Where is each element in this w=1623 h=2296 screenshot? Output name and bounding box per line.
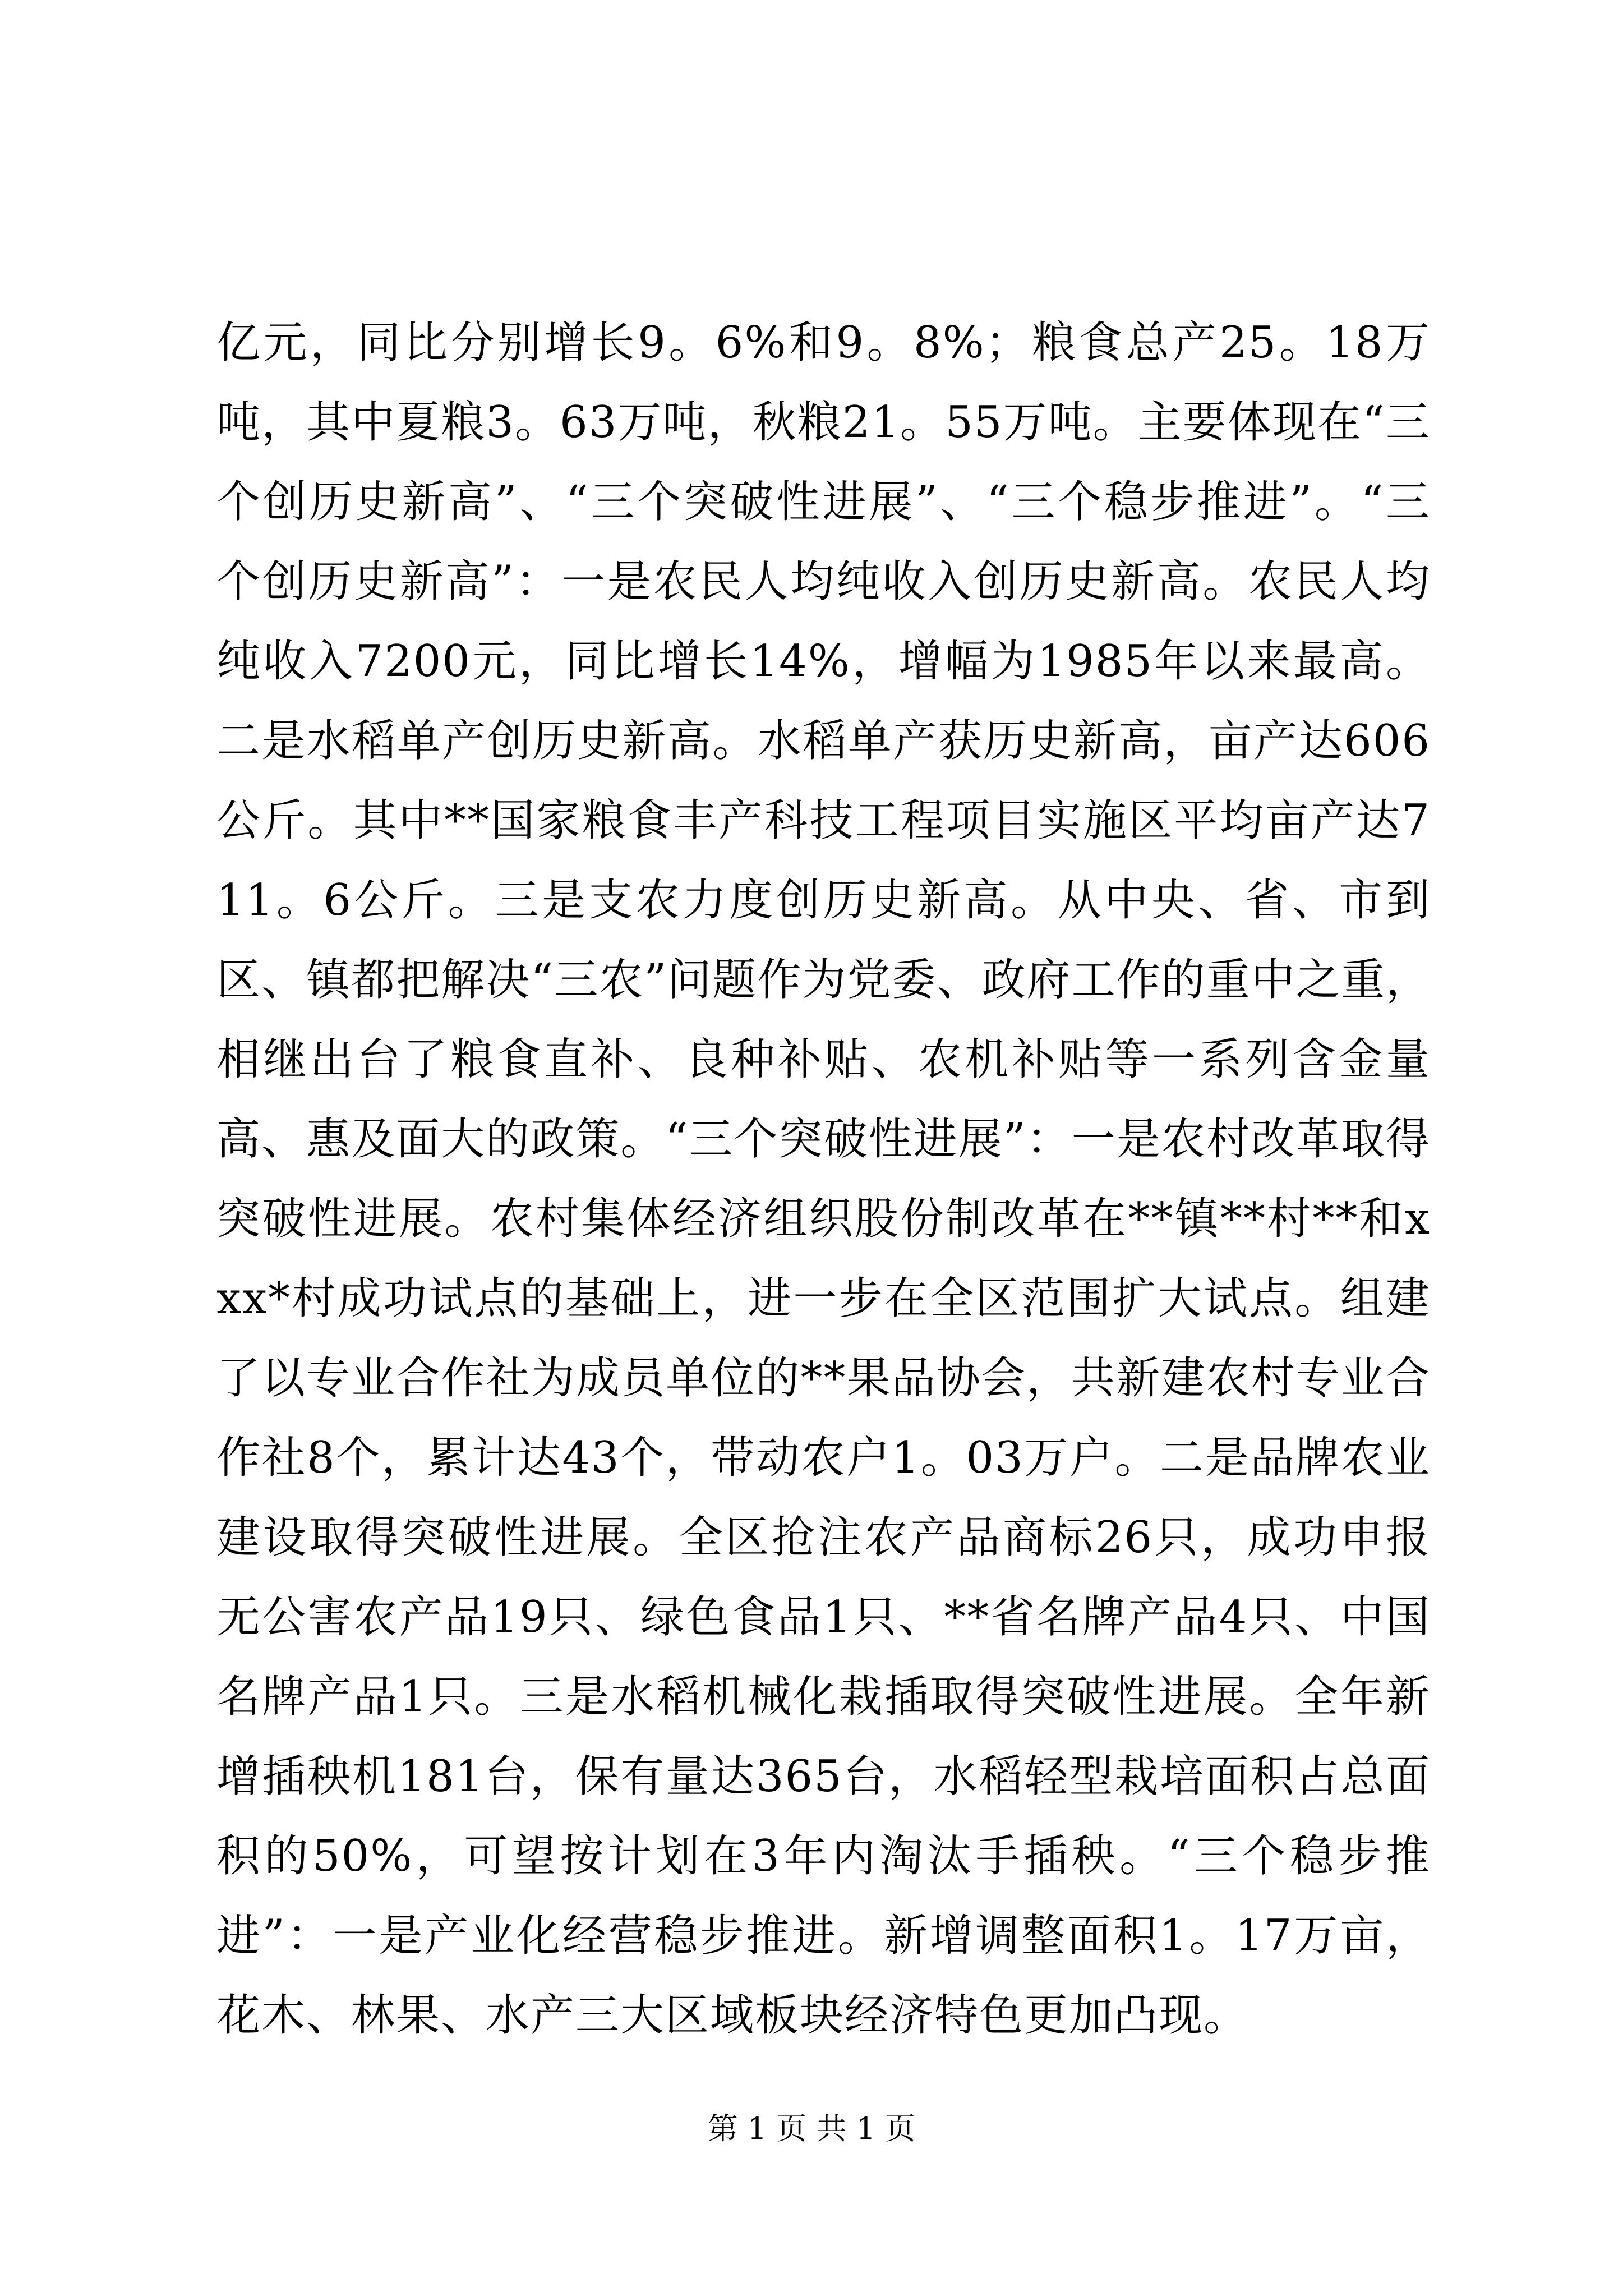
body-paragraph: 亿元，同比分别增长9。6%和9。8%；粮食总产25。18万吨，其中夏粮3。63万吨，秋粮21。55万吨。主要体现在“三个创历史新高”、“三个突破性进展”、“三个稳步推进”。“三个创历史新高”：一是农民人均纯收入创历史新高。农民人均纯收入7200元，同比增长14%，增幅为1985年以来最高。二是水稻单产创历史新高。水稻单产获历史新高，亩产达606公斤。其中**国家粮食丰产科技工程项目实施区平均亩产达711。6公斤。三是支农力度创历史新高。从中央、省、市到区、镇都把解决“三农”问题作为党委、政府工作的重中之重，相继出台了粮食直补、良种补贴、农机补贴等一系列含金量高、惠及面大的政策。“三个突破性进展”：一是农村改革取得突破性进展。农村集体经济组织股份制改革在**镇**村**和xxx*村成功试点的基础上，进一步在全区范围扩大试点。组建了以专业合作社为成员单位的**果品协会，共新建农村专业合作社8个，累计达43个，带动农户1。03万户。二是品牌农业建设取得突破性进展。全区抢注农产品商标26只，成功申报无公害农产品19只、绿色食品1只、**省名牌产品4只、中国名牌产品1只。三是水稻机械化栽插取得突破性进展。全年新增插秧机181台，保有量达365台，水稻轻型栽培面积占总面积的50%，可望按计划在3年内淘汰手插秧。“三个稳步推进”：一是产业化经营稳步推进。新增调整面积1。17万亩，花木、林果、水产三大区域板块经济特色更加凸现。 (216, 318, 1431, 2041)
page-footer: 第 1 页 共 1 页 (707, 2111, 916, 2146)
